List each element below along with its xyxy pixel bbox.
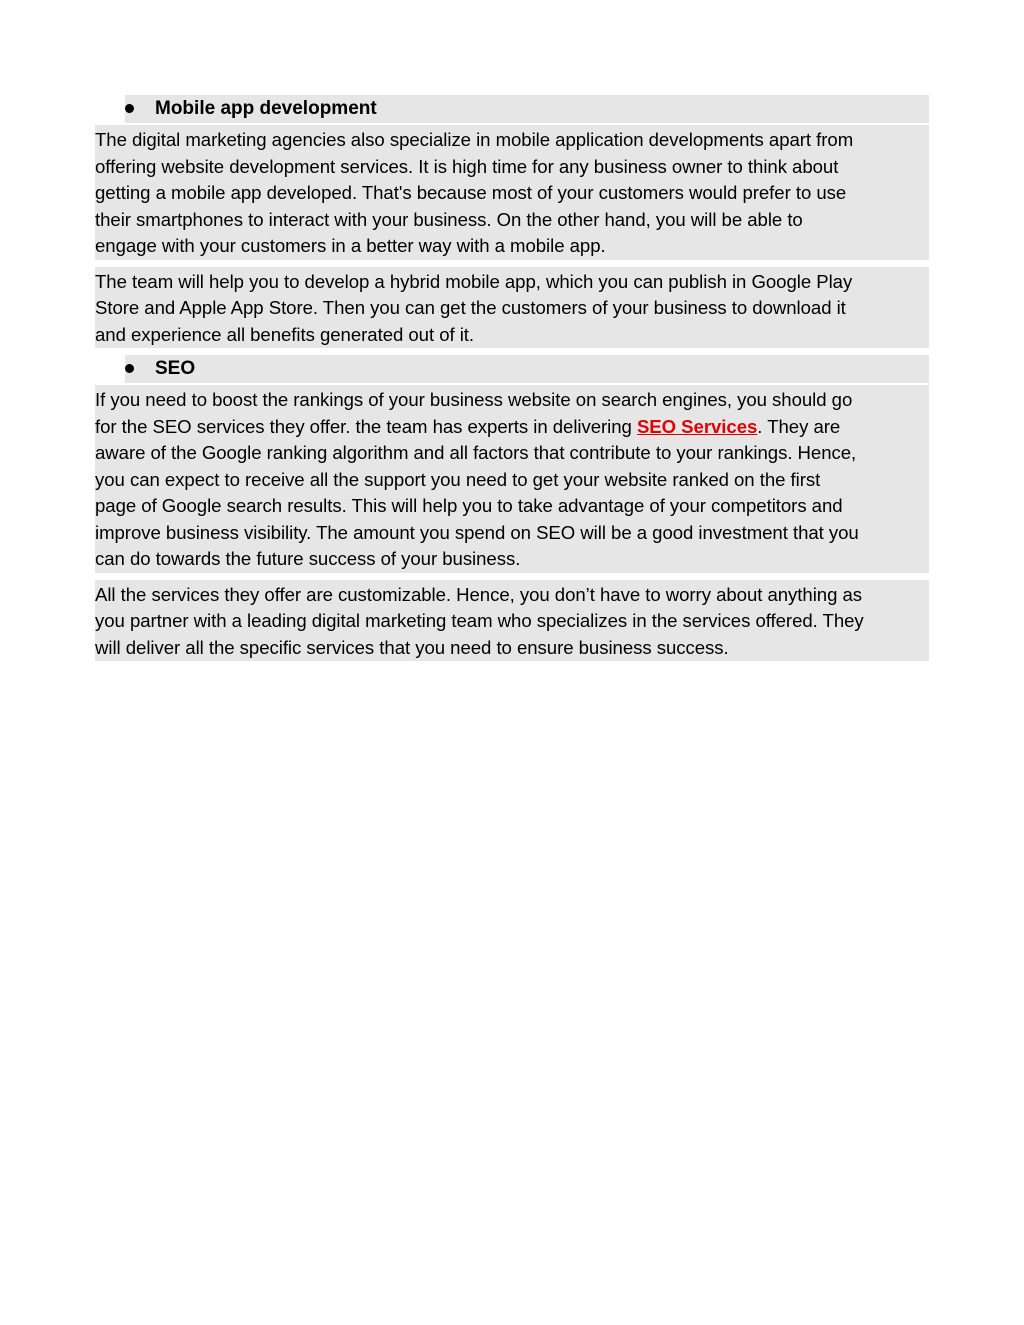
text-fragment: for the SEO services they offer. the team has experts in delivering: [95, 415, 637, 437]
text-line: you partner with a leading digital marketing team who specializes in the services offered. They: [95, 610, 864, 631]
text-line: improve business visibility. The amount you spend on SEO will be a good investment that you: [95, 521, 859, 543]
heading-label: Mobile app development: [155, 98, 377, 119]
bullet-icon: [125, 364, 134, 373]
text-line: page of Google search results. This will help you to take advantage of your competitors and: [95, 495, 843, 516]
text-line: The digital marketing agencies also specialize in mobile application developments apart from: [95, 129, 854, 150]
text-line: If you need to boost the rankings of your business website on search engines, you should go: [95, 389, 853, 410]
bullet-icon: [125, 104, 134, 113]
text-line: will deliver all the specific services that you need to ensure business success.: [95, 636, 729, 658]
paragraph-seo-intro: [95, 385, 929, 573]
text-line: and experience all benefits generated out of it.: [95, 323, 475, 345]
seo-services-link[interactable]: SEO Services: [636, 415, 758, 437]
heading-label: SEO: [155, 358, 196, 379]
text-line: aware of the Google ranking algorithm and all factors that contribute to your rankings. Hence,: [95, 442, 857, 463]
text-line: can do towards the future success of your business.: [95, 548, 521, 569]
text-line: getting a mobile app developed. That's because most of your customers would prefer to use: [95, 182, 847, 203]
bullet-gap: [95, 95, 125, 123]
text-line: All the services they offer are customizable. Hence, you don’t have to worry about anything as: [95, 583, 863, 605]
text-line-with-link: [95, 414, 929, 441]
paragraph-seo-closing: [95, 580, 929, 662]
text-line: their smartphones to interact with your business. On the other hand, you will be able to: [95, 208, 803, 230]
bullet-gap: [95, 355, 125, 383]
text-line: engage with your customers in a better way with a mobile app.: [95, 235, 606, 256]
document-body: [95, 95, 929, 668]
paragraph-mobile-hybrid: [95, 267, 929, 349]
text-line: you can expect to receive all the support you need to get your website ranked on the first: [95, 468, 821, 490]
text-line: Store and Apple App Store. Then you can get the customers of your business to download it: [95, 297, 846, 318]
paragraph-mobile-intro: [95, 125, 929, 260]
text-line: offering website development services. It is high time for any business owner to think about: [95, 155, 839, 177]
section-heading-mobile-app: [125, 95, 929, 123]
text-line: The team will help you to develop a hybrid mobile app, which you can publish in Google Play: [95, 270, 853, 292]
section-heading-seo: [125, 355, 929, 383]
text-fragment: . They are: [757, 415, 841, 437]
